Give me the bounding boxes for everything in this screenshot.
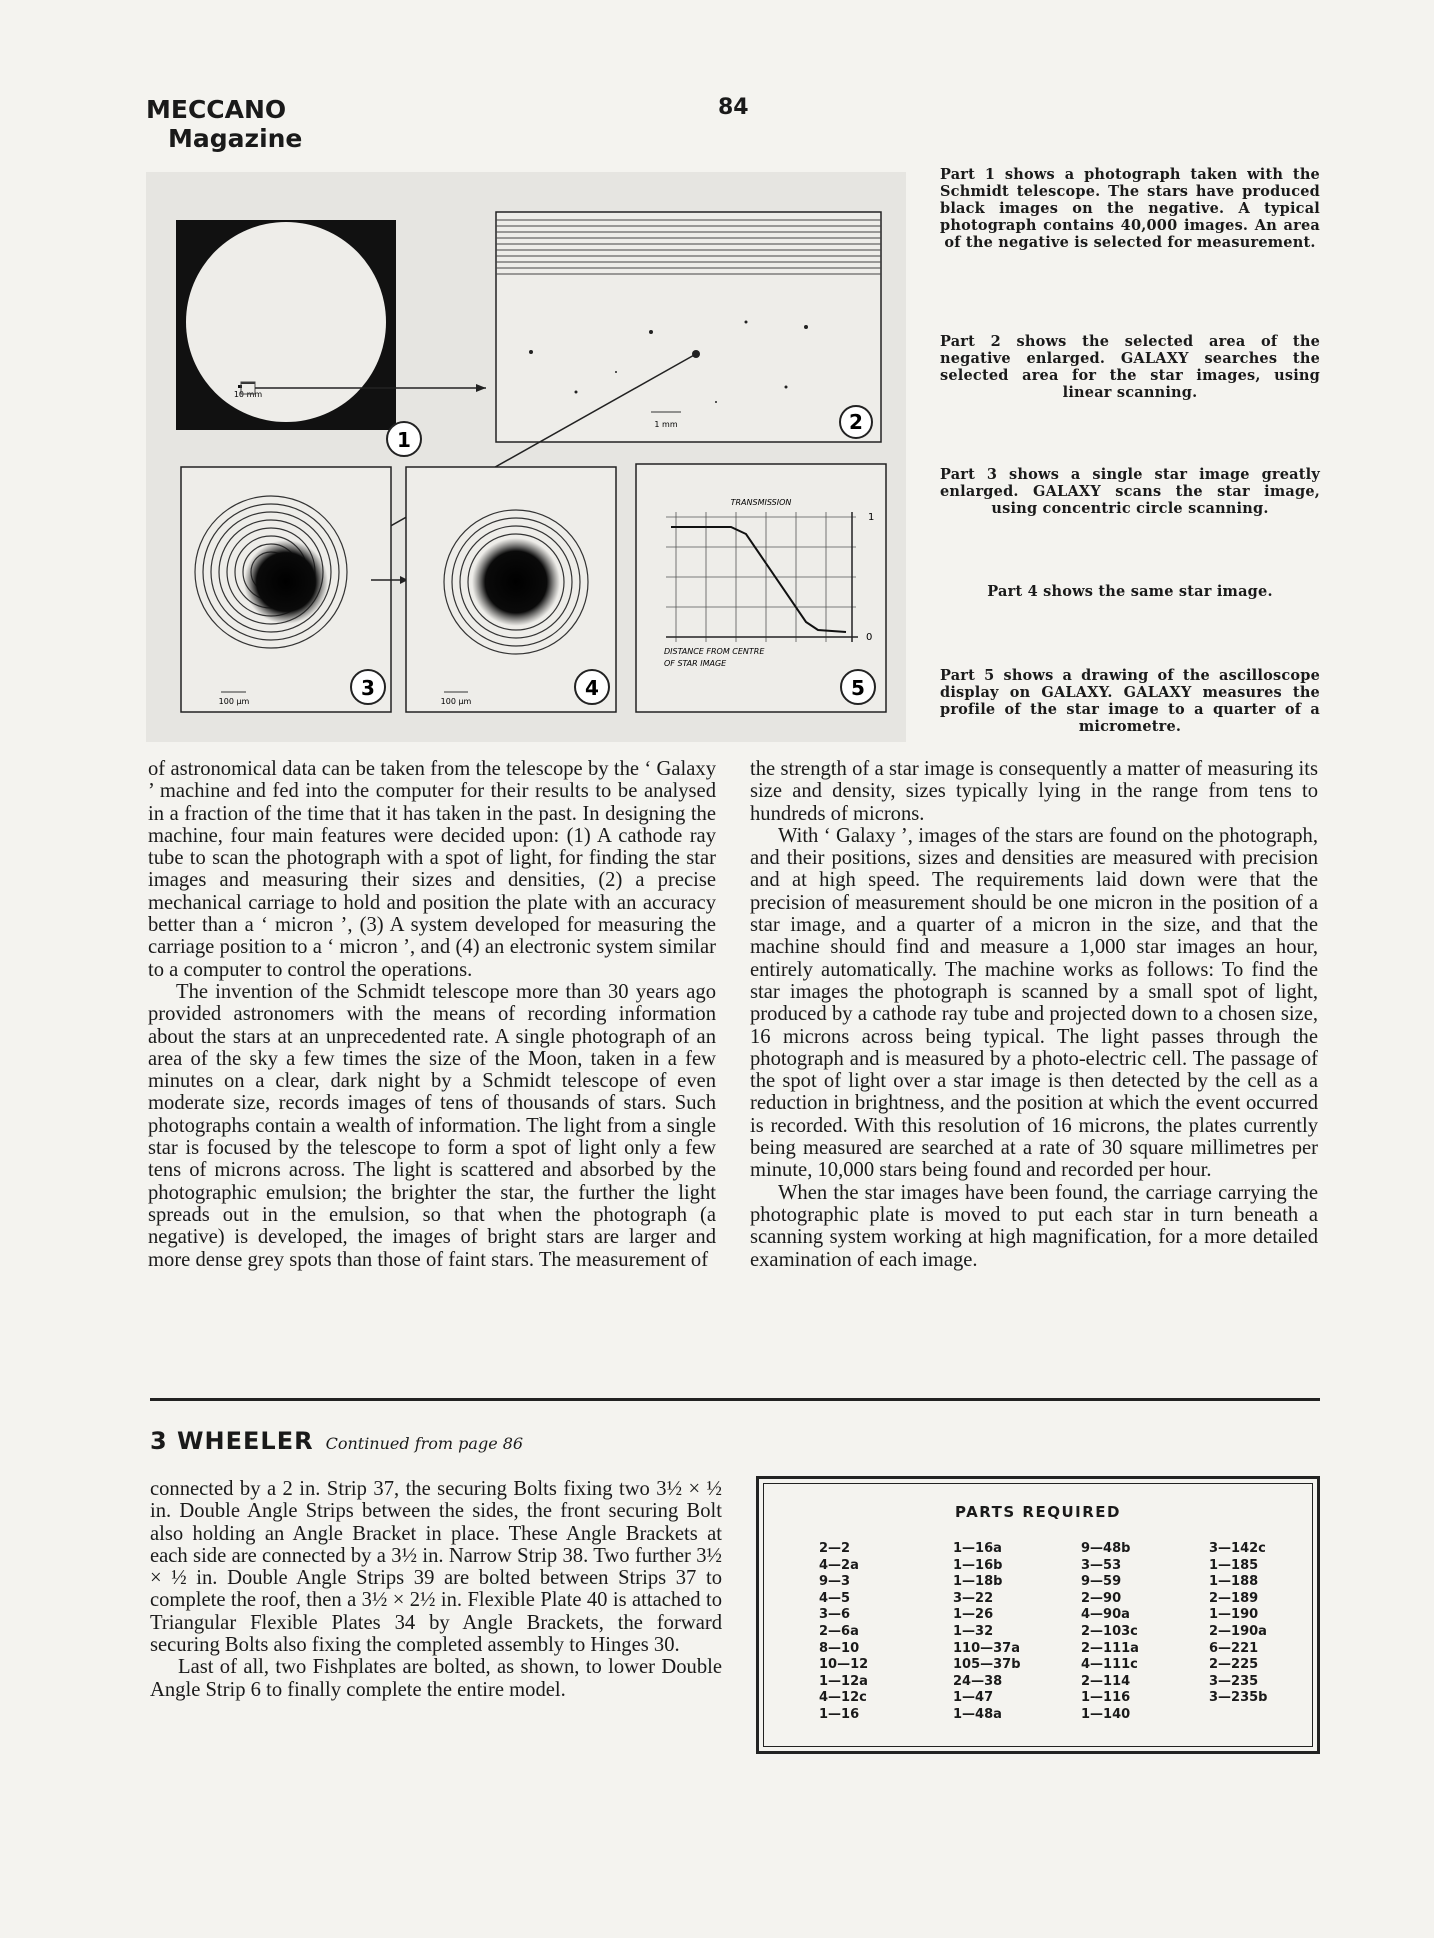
part-item: 1—32 xyxy=(953,1623,994,1639)
part-item: 4—90a xyxy=(1081,1607,1130,1623)
part-item: 10—12 xyxy=(819,1657,869,1673)
parts-required-box xyxy=(756,1476,1320,1754)
part-item: 1—18b xyxy=(953,1574,1003,1590)
part-item: 2—6a xyxy=(819,1623,859,1639)
tick-label: 1 xyxy=(868,512,875,523)
paragraph: When the star images have been found, the carriage carrying the photographic plate is moved to put each star in turn beneath a scanning system working at high magnification, for a more detailed examination of each image. xyxy=(750,1181,1318,1271)
part-item: 2—90 xyxy=(1081,1590,1122,1606)
scale-label: 1 mm xyxy=(654,420,678,429)
part-item: 2—189 xyxy=(1209,1590,1259,1606)
section-divider xyxy=(150,1398,1320,1401)
section-heading xyxy=(150,1427,523,1455)
graph-bottom-label: OF STAR IMAGE xyxy=(664,659,727,668)
panel-number: 1 xyxy=(397,428,411,452)
part-item: 2—225 xyxy=(1209,1657,1259,1673)
part-item: 9—48b xyxy=(1081,1541,1131,1556)
panel-5 xyxy=(636,464,886,712)
panel-number: 4 xyxy=(585,676,599,700)
part-item: 1—190 xyxy=(1209,1607,1259,1623)
caption-part-3: Part 3 shows a single star image greatly enlarged. GALAXY scans the star image, using concentric circle scanning. xyxy=(940,466,1320,517)
parts-heading: PARTS REQUIRED xyxy=(955,1503,1121,1521)
panel-number: 2 xyxy=(849,410,863,434)
panel-4 xyxy=(406,467,616,712)
part-item: 110—37a xyxy=(953,1640,1020,1656)
part-item: 1—185 xyxy=(1209,1557,1259,1573)
caption-part-1: Part 1 shows a photograph taken with the Schmidt telescope. The stars have produced black images on the negative. A typical photograph contains 40,000 images. An area of the negative is selected for measurement. xyxy=(940,166,1320,251)
part-item: 4—12c xyxy=(819,1690,867,1706)
part-item: 3—142c xyxy=(1209,1541,1266,1556)
masthead-title: MECCANO xyxy=(146,95,287,124)
part-item: 1—47 xyxy=(953,1690,994,1706)
paragraph: With ‘ Galaxy ’, images of the stars are found on the photograph, and their positions, sizes and densities are measured with precision and at high speed. The requirements laid down were that the precision of measurement should be one micron in the position of a star image, and a quarter of a micron in the size, and that the machine should find and measure a 1,000 star images an hour, entirely automatically. The machine works as follows: To find the star images the photograph is scanned by a small spot of light, produced by a cathode ray tube and projected down to a chosen size, 16 microns across being typical. The light passes through the photograph and is measured by a photo-electric cell. The passage of the spot of light over a star image is then detected by the cell as a reduction in brightness, and the position at which the event occurred is recorded. With this resolution of 16 microns, the plates currently being measured are searched at a rate of 30 square millimetres per minute, 10,000 stars being found and recorded per hour. xyxy=(750,824,1318,1182)
part-item: 1—12a xyxy=(819,1673,868,1689)
part-item: 8—10 xyxy=(819,1640,860,1656)
parts-column-2 xyxy=(953,1541,1021,1724)
part-item: 1—16a xyxy=(953,1541,1002,1556)
scale-label: 100 µm xyxy=(218,697,250,706)
panel-1 xyxy=(176,220,396,430)
galaxy-diagram xyxy=(146,172,906,742)
galaxy-figure xyxy=(146,172,906,742)
page-number: 84 xyxy=(718,95,749,120)
panel-2 xyxy=(496,212,881,442)
part-item: 2—114 xyxy=(1081,1673,1131,1689)
panel-3 xyxy=(181,467,391,712)
part-item: 1—16 xyxy=(819,1706,860,1722)
part-item: 105—37b xyxy=(953,1657,1021,1673)
part-item: 9—59 xyxy=(1081,1574,1122,1590)
part-item: 1—140 xyxy=(1081,1706,1131,1722)
parts-column-3 xyxy=(1081,1541,1139,1724)
caption-part-4: Part 4 shows the same star image. xyxy=(987,583,1273,600)
wheeler-text xyxy=(150,1478,722,1701)
part-item: 2—2 xyxy=(819,1541,851,1556)
part-item: 2—111a xyxy=(1081,1640,1139,1656)
scale-label: 100 µm xyxy=(440,697,472,706)
paragraph: of astronomical data can be taken from the telescope by the ‘ Galaxy ’ machine and fed into the computer for their results to be analysed in a fraction of the time that it has taken in the past. In designing the machine, four main features were decided upon: (1) A cathode ray tube to scan the photograph with a spot of light, for finding the star images and measuring their sizes and densities, (2) a precise mechanical carriage to hold and position the plate with an accuracy better than a ‘ micron ’, (3) A system developed for measuring the carriage position to a ‘ micron ’, and (4) an electronic system similar to a computer to control the operations. xyxy=(148,758,716,981)
part-item: 3—53 xyxy=(1081,1557,1122,1573)
caption-part-5: Part 5 shows a drawing of the ascilloscope display on GALAXY. GALAXY measures the profile of the star image to a quarter of a micrometre. xyxy=(940,667,1320,735)
paragraph: Last of all, two Fishplates are bolted, as shown, to lower Double Angle Strip 6 to finally complete the entire model. xyxy=(150,1656,722,1701)
part-item: 1—188 xyxy=(1209,1574,1259,1590)
panel-number: 3 xyxy=(361,676,375,700)
part-item: 3—235 xyxy=(1209,1673,1259,1689)
parts-column-4 xyxy=(1209,1541,1268,1707)
tick-label: 0 xyxy=(866,632,873,643)
paragraph: connected by a 2 in. Strip 37, the securing Bolts fixing two 3½ × ½ in. Double Angle Strips between the sides, the front securing Bolt also holding an Angle Bracket in place. These Angle Brackets at each side are connected by a 3½ in. Narrow Strip 38. Two further 3½ × ½ in. Double Angle Strips 39 are bolted between Strips 37 to complete the roof, then a 3½ × 2½ in. Flexible Plate 40 is attached to Triangular Flexible Plates 34 by Angle Brackets, the forward securing Bolts also fixing the completed assembly to Hinges 30. xyxy=(150,1478,722,1657)
graph-top-label: TRANSMISSION xyxy=(730,498,792,507)
part-item: 1—16b xyxy=(953,1557,1003,1573)
section-title: 3 WHEELER xyxy=(150,1427,314,1455)
paragraph: The invention of the Schmidt telescope more than 30 years ago provided astronomers with the means of recording information about the stars at an unprecedented rate. A single photograph of an area of the sky a few times the size of the Moon, taken in a few minutes on a clear, dark night by a Schmidt telescope of even moderate size, records images of tens of thousands of stars. Such photographs contain a wealth of information. The light from a single star is focused by the telescope to form a spot of light only a few tens of microns across. The light is scattered and absorbed by the photographic emulsion; the brighter the star, the further the light spreads out in the emulsion, so that when the photograph (a negative) is developed, the images of bright stars are larger and more dense grey spots than those of faint stars. The measurement of xyxy=(148,980,716,1271)
part-item: 4—2a xyxy=(819,1557,859,1573)
part-item: 9—3 xyxy=(819,1574,851,1590)
part-item: 1—26 xyxy=(953,1607,994,1623)
part-item: 6—221 xyxy=(1209,1640,1259,1656)
part-item: 1—48a xyxy=(953,1706,1002,1722)
part-item: 3—235b xyxy=(1209,1690,1268,1706)
part-item: 24—38 xyxy=(953,1673,1003,1689)
right-column xyxy=(750,758,1318,1271)
part-item: 4—5 xyxy=(819,1590,851,1606)
scale-label: 10 mm xyxy=(233,390,263,399)
paragraph: the strength of a star image is consequently a matter of measuring its size and density, sizes typically lying in the range from tens to hundreds of microns. xyxy=(750,758,1318,825)
part-item: 2—103c xyxy=(1081,1623,1138,1639)
part-item: 2—190a xyxy=(1209,1623,1267,1639)
left-column xyxy=(148,758,716,1271)
part-item: 3—6 xyxy=(819,1607,851,1623)
continued-note: Continued from page 86 xyxy=(325,1434,524,1453)
part-item: 3—22 xyxy=(953,1590,994,1606)
panel-number: 5 xyxy=(851,676,865,700)
masthead-subtitle: Magazine xyxy=(168,124,303,153)
caption-part-2: Part 2 shows the selected area of the negative enlarged. GALAXY searches the selected area for the star images, using linear scanning. xyxy=(940,333,1320,401)
part-item: 4—111c xyxy=(1081,1657,1138,1673)
masthead xyxy=(146,95,302,153)
parts-column-1 xyxy=(819,1541,868,1724)
graph-bottom-label: DISTANCE FROM CENTRE xyxy=(664,647,765,656)
part-item: 1—116 xyxy=(1081,1690,1131,1706)
